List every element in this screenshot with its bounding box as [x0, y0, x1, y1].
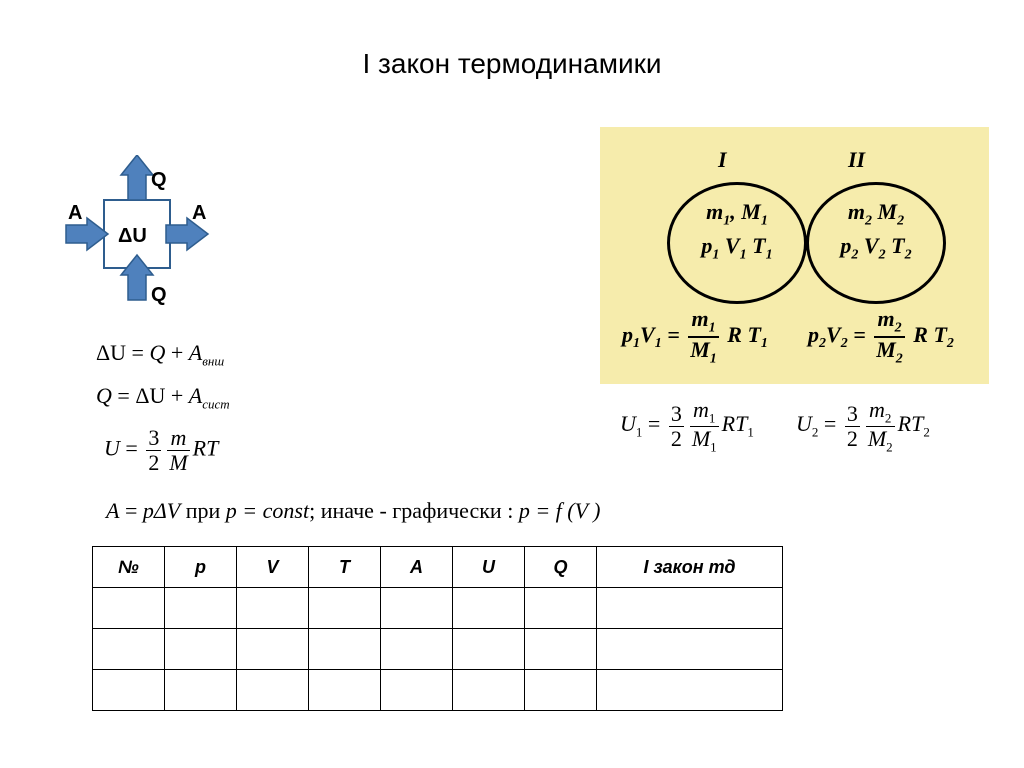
table-cell[interactable] [309, 588, 381, 629]
col-v: V [237, 547, 309, 588]
table-cell[interactable] [165, 670, 237, 711]
gas2-mass-line: $m_2$ $M_2$ [847, 199, 905, 229]
label-a-right: A [192, 202, 207, 224]
label-a-left: A [68, 202, 83, 224]
table-row [93, 629, 783, 670]
gas2-state-line: $p_2$ $V_2$ $T_2$ [840, 233, 912, 263]
state-equation-2: $p_2V_2$ = $\frac{m_2}{M_2}$ R $T_2$ [808, 306, 954, 367]
table-header-row [93, 547, 783, 588]
state-equation-1: $p_1V_1$ = $\frac{m_1}{M_1}$ R $T_1$ [622, 306, 768, 367]
label-delta-u: ΔU [118, 225, 147, 247]
table-cell[interactable] [453, 588, 525, 629]
arrow-q-out-icon [121, 155, 153, 200]
col-number: № [93, 547, 165, 588]
table-cell[interactable] [93, 629, 165, 670]
formula-work: A = pΔV при p = const; иначе - графически : p = f (V ) [106, 498, 601, 523]
col-q: Q [525, 547, 597, 588]
table-cell[interactable] [597, 670, 783, 711]
table-cell[interactable] [381, 670, 453, 711]
col-u: U [453, 547, 525, 588]
table-cell[interactable] [237, 670, 309, 711]
label-q-top: Q [151, 169, 167, 191]
table-cell[interactable] [165, 588, 237, 629]
formula-q: $Q = \Delta U + A_{сист}$ [96, 383, 230, 412]
two-gases-panel [600, 127, 989, 384]
table-cell[interactable] [93, 670, 165, 711]
table-cell[interactable] [597, 588, 783, 629]
table-cell[interactable] [309, 629, 381, 670]
table-cell[interactable] [309, 670, 381, 711]
table-cell[interactable] [237, 629, 309, 670]
table-cell[interactable] [165, 629, 237, 670]
process-table [92, 546, 783, 711]
formula-delta-u: $\Delta U = Q + A_{внш}$ [96, 340, 225, 369]
formula-internal-energy: U = $\frac{3}{2}$ $\frac{m}{M}$ RT [104, 425, 219, 476]
table-cell[interactable] [381, 588, 453, 629]
table-cell[interactable] [453, 629, 525, 670]
table-cell[interactable] [237, 588, 309, 629]
table-cell[interactable] [525, 588, 597, 629]
table-row [93, 588, 783, 629]
col-first-law: I закон тд [597, 547, 783, 588]
table-cell[interactable] [525, 670, 597, 711]
page-title: I закон термодинамики [362, 48, 662, 79]
table-cell[interactable] [453, 670, 525, 711]
table-cell[interactable] [597, 629, 783, 670]
table-cell[interactable] [381, 629, 453, 670]
formula-u1: $U_1$ = $\frac{3}{2}$ $\frac{m_1}{M_1}$ $RT_1$ [620, 397, 754, 455]
label-q-bottom: Q [151, 284, 167, 306]
col-a: A [381, 547, 453, 588]
table-cell[interactable] [525, 629, 597, 670]
gas1-state-line: $p_1$ $V_1$ $T_1$ [701, 233, 773, 263]
col-p: p [165, 547, 237, 588]
col-t: T [309, 547, 381, 588]
gas-label-2: II [848, 147, 866, 172]
table-row [93, 670, 783, 711]
table-cell[interactable] [93, 588, 165, 629]
formula-u2: $U_2$ = $\frac{3}{2}$ $\frac{m_2}{M_2}$ $RT_2$ [796, 397, 930, 455]
gas-label-1: I [718, 147, 727, 172]
gas1-mass-line: $m_1$, $M_1$ [706, 199, 768, 229]
